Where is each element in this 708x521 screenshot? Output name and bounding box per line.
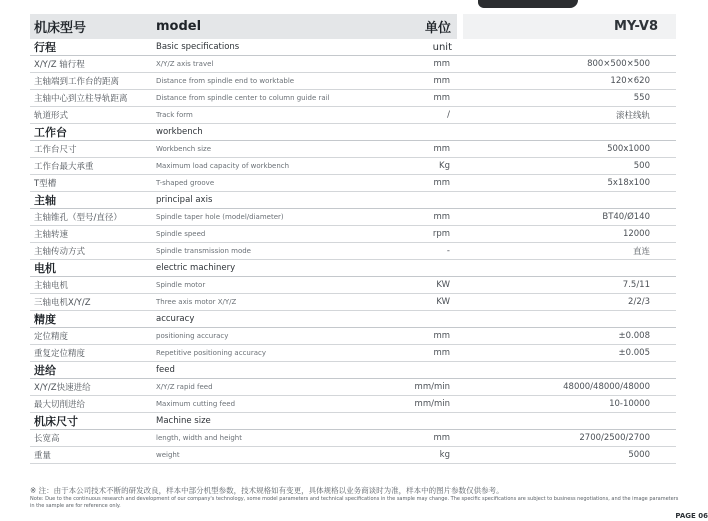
section-header-row (30, 124, 676, 141)
spec-name-en: Maximum load capacity of workbench (153, 158, 374, 175)
section-header-row (30, 260, 676, 277)
spec-unit: - (374, 243, 460, 260)
spec-name-cn: 重复定位精度 (30, 345, 153, 362)
section-header-row (30, 413, 676, 430)
spec-unit: mm (374, 430, 460, 447)
spec-name-cn: 工作台尺寸 (30, 141, 153, 158)
section-unit (374, 192, 460, 209)
spec-name-en: X/Y/Z rapid feed (153, 379, 374, 396)
spec-name-cn: 主轴锥孔（型号/直径） (30, 209, 153, 226)
table-row (30, 56, 676, 73)
spec-name-cn: X/Y/Z快速进给 (30, 379, 153, 396)
section-title-en: feed (153, 362, 374, 379)
spec-value: 滚柱线轨 (460, 107, 676, 124)
spec-value: 2700/2500/2700 (460, 430, 676, 447)
spec-name-cn: 工作台最大承重 (30, 158, 153, 175)
spec-value: 550 (460, 90, 676, 107)
section-value-empty (460, 124, 676, 141)
section-unit: unit (374, 39, 460, 56)
table-row (30, 379, 676, 396)
section-unit (374, 260, 460, 277)
spec-value: 500 (460, 158, 676, 175)
table-row (30, 294, 676, 311)
spec-unit: mm (374, 175, 460, 192)
spec-name-en: Spindle motor (153, 277, 374, 294)
spec-name-cn: 主轴电机 (30, 277, 153, 294)
spec-name-cn: 最大切削进给 (30, 396, 153, 413)
spec-value: 2/2/3 (460, 294, 676, 311)
section-title-en: Basic specifications (153, 39, 374, 56)
table-row (30, 396, 676, 413)
header-unit-label: 单位 (374, 14, 460, 39)
section-title-cn: 精度 (30, 311, 153, 328)
spec-name-cn: T型槽 (30, 175, 153, 192)
spec-unit: mm/min (374, 379, 460, 396)
footnote (30, 486, 680, 510)
machine-image-fragment (478, 0, 578, 8)
header-label-en: model (153, 14, 374, 39)
page-number: PAGE 06 (675, 512, 708, 520)
spec-value: 500x1000 (460, 141, 676, 158)
spec-name-en: weight (153, 447, 374, 464)
section-title-en: principal axis (153, 192, 374, 209)
spec-name-cn: 长宽高 (30, 430, 153, 447)
section-title-cn: 主轴 (30, 192, 153, 209)
spec-name-en: X/Y/Z axis travel (153, 56, 374, 73)
spec-name-cn: 重量 (30, 447, 153, 464)
spec-unit: / (374, 107, 460, 124)
section-unit (374, 311, 460, 328)
spec-name-en: Workbench size (153, 141, 374, 158)
section-header-row (30, 311, 676, 328)
spec-unit: mm (374, 73, 460, 90)
spec-table (30, 14, 676, 464)
section-title-cn: 进给 (30, 362, 153, 379)
spec-unit: mm (374, 209, 460, 226)
spec-name-cn: 主轴端到工作台的距离 (30, 73, 153, 90)
spec-value: 120×620 (460, 73, 676, 90)
spec-unit: mm (374, 141, 460, 158)
spec-table-body (30, 14, 676, 464)
spec-name-cn: 主轴转速 (30, 226, 153, 243)
spec-unit: rpm (374, 226, 460, 243)
table-row (30, 430, 676, 447)
spec-name-cn: 主轴传动方式 (30, 243, 153, 260)
spec-name-cn: 定位精度 (30, 328, 153, 345)
table-row (30, 226, 676, 243)
section-title-en: accuracy (153, 311, 374, 328)
spec-unit: mm/min (374, 396, 460, 413)
table-row (30, 107, 676, 124)
section-value-empty (460, 413, 676, 430)
spec-value: 48000/48000/48000 (460, 379, 676, 396)
table-row (30, 90, 676, 107)
table-row (30, 175, 676, 192)
spec-unit: mm (374, 90, 460, 107)
section-value-empty (460, 39, 676, 56)
section-header-row (30, 39, 676, 56)
table-row (30, 158, 676, 175)
spec-unit: Kg (374, 158, 460, 175)
section-value-empty (460, 311, 676, 328)
header-model-name: MY-V8 (460, 14, 676, 39)
section-title-en: workbench (153, 124, 374, 141)
footnote-en: Note: Due to the continuous research and development of our company's technology, some model parameters and technical specifications in the sample may change. The specific specifications are subject to business negotiations, and the image parameters in the sample are for reference only. (30, 496, 679, 509)
spec-name-en: length, width and height (153, 430, 374, 447)
table-row (30, 277, 676, 294)
spec-name-en: positioning accuracy (153, 328, 374, 345)
spec-name-en: Distance from spindle center to column guide rail (153, 90, 374, 107)
footnote-cn: ※ 注：由于本公司技术不断的研发改良，样本中部分机型参数，技术规格如有变更，具体规格以业务商谈时为准，样本中的图片参数仅供参考。 (30, 486, 504, 495)
spec-value: 直连 (460, 243, 676, 260)
spec-name-en: Spindle taper hole (model/diameter) (153, 209, 374, 226)
table-row (30, 328, 676, 345)
spec-name-en: Repetitive positioning accuracy (153, 345, 374, 362)
spec-name-en: T-shaped groove (153, 175, 374, 192)
spec-name-en: Track form (153, 107, 374, 124)
table-row (30, 209, 676, 226)
section-title-en: Machine size (153, 413, 374, 430)
header-label-cn: 机床型号 (30, 14, 153, 39)
table-row (30, 447, 676, 464)
table-row (30, 141, 676, 158)
spec-name-en: Three axis motor X/Y/Z (153, 294, 374, 311)
spec-unit: KW (374, 277, 460, 294)
table-row (30, 345, 676, 362)
section-title-cn: 机床尺寸 (30, 413, 153, 430)
spec-name-en: Spindle transmission mode (153, 243, 374, 260)
spec-name-en: Spindle speed (153, 226, 374, 243)
spec-value: 5000 (460, 447, 676, 464)
section-title-cn: 电机 (30, 260, 153, 277)
spec-name-en: Distance from spindle end to worktable (153, 73, 374, 90)
spec-value: 7.5/11 (460, 277, 676, 294)
spec-name-cn: 轨道形式 (30, 107, 153, 124)
section-header-row (30, 362, 676, 379)
table-header-row (30, 14, 676, 39)
spec-unit: mm (374, 345, 460, 362)
table-row (30, 243, 676, 260)
spec-value: 12000 (460, 226, 676, 243)
section-unit (374, 362, 460, 379)
spec-name-cn: 三轴电机X/Y/Z (30, 294, 153, 311)
table-row (30, 73, 676, 90)
spec-value: BT40/Ø140 (460, 209, 676, 226)
spec-name-cn: X/Y/Z 轴行程 (30, 56, 153, 73)
section-value-empty (460, 362, 676, 379)
section-title-cn: 工作台 (30, 124, 153, 141)
section-title-en: electric machinery (153, 260, 374, 277)
spec-unit: mm (374, 56, 460, 73)
spec-name-en: Maximum cutting feed (153, 396, 374, 413)
spec-unit: kg (374, 447, 460, 464)
spec-unit: mm (374, 328, 460, 345)
section-value-empty (460, 260, 676, 277)
spec-value: 5x18x100 (460, 175, 676, 192)
section-header-row (30, 192, 676, 209)
section-unit (374, 413, 460, 430)
section-value-empty (460, 192, 676, 209)
spec-name-cn: 主轴中心到立柱导轨距离 (30, 90, 153, 107)
section-title-cn: 行程 (30, 39, 153, 56)
spec-value: ±0.008 (460, 328, 676, 345)
section-unit (374, 124, 460, 141)
spec-value: 10-10000 (460, 396, 676, 413)
spec-value: 800×500×500 (460, 56, 676, 73)
spec-unit: KW (374, 294, 460, 311)
spec-value: ±0.005 (460, 345, 676, 362)
